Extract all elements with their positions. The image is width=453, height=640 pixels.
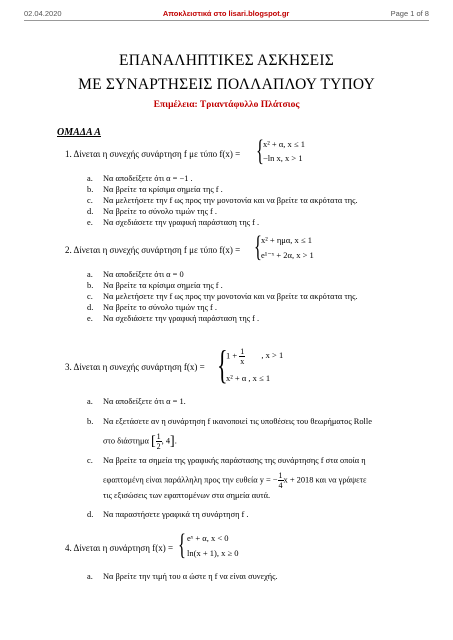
- question-4-sub-a: a. Να βρείτε την τιμή του α ώστε η f να είναι συνεχής.: [87, 572, 278, 581]
- page-header: [24, 6, 429, 20]
- question-3-sub-c-line3: τις εξισώσεις των εφαπτομένων στα σημεία αυτά.: [103, 491, 271, 500]
- question-3-sub-b-interval: στο διάστημα [ $\frac{1}{2}$ , 4].: [103, 432, 177, 451]
- question-4-case-2: ln(x + 1), x ≥ 0: [187, 548, 239, 558]
- question-3-sub-a: a. Να αποδείξετε ότι α = 1.: [87, 397, 186, 406]
- question-2-case-2: e¹⁻ˣ + 2α, x > 1: [261, 250, 314, 260]
- question-2-sub-a: a. Να αποδείξετε ότι α = 0: [87, 270, 184, 279]
- question-3-sub-d: d. Να παραστήσετε γραφικά τη συνάρτηση f .: [87, 510, 249, 519]
- question-1-sub-a: a. Να αποδείξετε ότι α = −1 .: [87, 174, 193, 183]
- header-date: 02.04.2020: [24, 8, 62, 18]
- question-1-sub-d: d. Να βρείτε το σύνολο τιμών της f .: [87, 207, 217, 216]
- question-3-case-1: 1 + $\frac{1}{x}$ , x > 1: [226, 347, 284, 366]
- question-2-sub-c: c. Να μελετήσετε την f ως προς την μονοτονία και να βρείτε τα ακρότατα της.: [87, 292, 358, 301]
- question-3-sub-c: c. Να βρείτε τα σημεία της γραφικής παράστασης της συνάρτησης f στα οποία η: [87, 456, 366, 465]
- question-1-sub-c: c. Να μελετήσετε την f ως προς την μονοτονία και να βρείτε τα ακρότατα της.: [87, 196, 358, 205]
- author-line: Επιμέλεια: Τριαντάφυλλο Πλάτσιος: [153, 100, 300, 110]
- question-3-brace: {: [217, 342, 228, 387]
- question-1-brace: {: [256, 134, 264, 167]
- question-3-sub-b: b. Να εξετάσετε αν η συνάρτηση f ικανοποιεί τις υποθέσεις του θεωρήματος Rolle: [87, 417, 372, 426]
- question-2-sub-b: b. Να βρείτε τα κρίσιμα σημεία της f .: [87, 281, 223, 290]
- group-heading: ΟΜΑΔΑ Α: [57, 127, 101, 138]
- header-source: Αποκλειστικά στο lisari.blogspot.gr: [162, 8, 290, 18]
- question-1-sub-b: b. Να βρείτε τα κρίσιμα σημεία της f .: [87, 185, 223, 194]
- question-1-case-1: x² + α, x ≤ 1: [263, 139, 305, 149]
- question-4-text: 4. Δίνεται η συνάρτηση f(x) =: [65, 543, 174, 553]
- question-1-text: 1. Δίνεται η συνεχής συνάρτηση f με τύπο f(x) =: [65, 149, 241, 159]
- question-2-sub-e: e. Να σχεδιάσετε την γραφική παράσταση της f .: [87, 314, 260, 323]
- question-4-brace: {: [178, 528, 186, 561]
- question-2-case-1: x² + ημα, x ≤ 1: [261, 235, 312, 245]
- question-2-brace: {: [254, 230, 262, 263]
- question-1-sub-e: e. Να σχεδιάσετε την γραφική παράσταση της f .: [87, 218, 260, 227]
- document-title-line1: ΕΠΑΝΑΛΗΠΤΙΚΕΣ ΑΣΚΗΣΕΙΣ: [119, 52, 334, 69]
- question-4-case-1: eˣ + α, x < 0: [187, 533, 229, 543]
- question-2-sub-d: d. Να βρείτε το σύνολο τιμών της f .: [87, 303, 217, 312]
- document-title-line2: ΜΕ ΣΥΝΑΡΤΗΣΕΙΣ ΠΟΛΛΑΠΛΟΥ ΤΥΠΟΥ: [78, 76, 375, 93]
- header-divider: [24, 20, 429, 21]
- question-3-case-2: x² + α , x ≤ 1: [226, 373, 271, 383]
- question-3-sub-c-line2: εφαπτομένη είναι παράλληλη προς την ευθεία y = − $\frac{1}{4}$ x + 2018 και να γράψετε: [103, 471, 367, 490]
- header-page-number: Page 1 of 8: [390, 8, 429, 18]
- question-1-case-2: −ln x, x > 1: [263, 153, 303, 163]
- question-2-text: 2. Δίνεται η συνεχής συνάρτηση f με τύπο f(x) =: [65, 245, 241, 255]
- question-3-text: 3. Δίνεται η συνεχής συνάρτηση f(x) =: [65, 362, 205, 372]
